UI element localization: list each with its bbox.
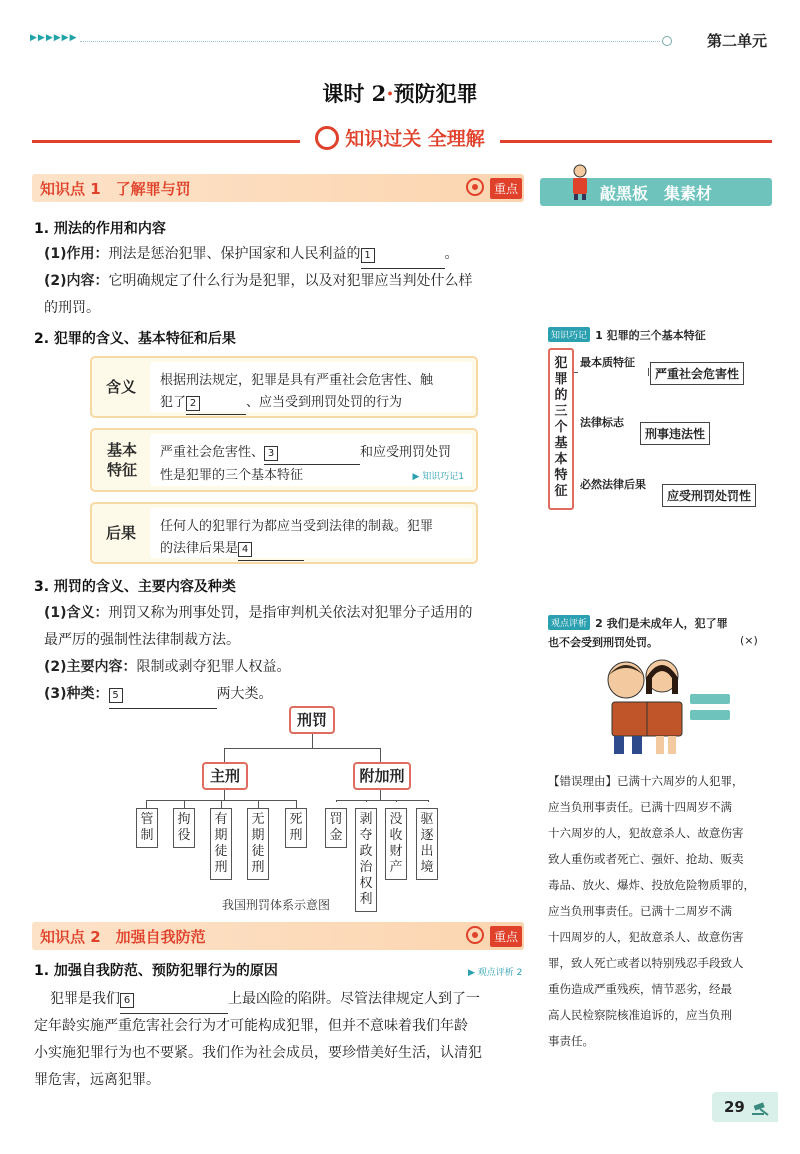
features-line-1 <box>160 442 464 465</box>
extra-penalty-3: 驱 逐 出 境 <box>416 808 438 880</box>
blank-num-3: 3 <box>264 446 278 461</box>
memory-tag: 知识巧记 <box>548 327 590 342</box>
feat-l1-b: 和应受刑罚处罚 <box>360 445 452 460</box>
tree-tick-6 <box>336 800 337 802</box>
def-l2-a: 犯了 <box>160 395 187 410</box>
target-icon <box>466 178 484 196</box>
extra-penalty-2: 没 收 财 产 <box>385 808 407 880</box>
s1-paragraph-4 <box>44 654 291 681</box>
consequence-line-1: 任何人的犯罪行为都应当受到法律的制裁。犯罪 <box>160 519 434 534</box>
feature-2-label: 法律标志 <box>580 416 624 429</box>
features-key: 基本特征 <box>106 441 137 479</box>
features-inner <box>150 434 472 486</box>
s2-line-3: 小实施犯罪行为也不要紧。我们作为社会成员，要珍惜美好生活，认清犯 <box>34 1045 482 1061</box>
tree-line-main <box>224 748 225 762</box>
cons-l2-a: 的法律后果是 <box>160 541 239 556</box>
section-banner <box>300 124 500 158</box>
memory-tip-title <box>548 324 706 343</box>
tree-tick-9 <box>428 800 429 802</box>
main-penalty-1: 拘 役 <box>173 808 195 848</box>
reason-line: 罪，致人死亡或者以特别残忍手段致人 <box>548 956 744 970</box>
extra-penalty-0: 罚 金 <box>325 808 347 848</box>
reason-line: 应当负刑事责任。已满十四周岁不满 <box>548 800 732 814</box>
s2-line-2: 定年龄实施严重危害社会行为才可能构成犯罪，但并不意味着我们年龄 <box>34 1018 468 1034</box>
reason-line: 毒品、放火、爆炸、投放危险物质罪的， <box>548 878 755 892</box>
students-reading-illustration <box>592 654 732 758</box>
blank-6[interactable] <box>120 986 228 1014</box>
vertical-label-box: 犯 罪 的 三 个 基 本 特 征 <box>548 348 574 510</box>
tree-tick-5 <box>296 800 297 808</box>
banner-line-left <box>32 140 300 143</box>
gavel-icon <box>752 1102 772 1116</box>
definition-box <box>90 356 478 418</box>
main-penalty-0: 管 制 <box>136 808 158 848</box>
main-penalty-4: 死 刑 <box>285 808 307 848</box>
blank-num-5: 5 <box>109 688 123 703</box>
tree-line-root <box>312 734 313 748</box>
side-header <box>540 178 772 206</box>
page-number: 29 <box>724 1098 745 1116</box>
blank-4[interactable] <box>238 538 304 561</box>
lesson-title <box>0 78 800 108</box>
features-tip[interactable]: ▶ 知识巧记1 <box>412 472 464 482</box>
header-circle <box>662 36 672 46</box>
blank-5[interactable] <box>109 681 217 709</box>
definition-key: 含义 <box>105 378 136 396</box>
definition-line-2 <box>160 392 464 415</box>
viewpoint-title-2: 也不会受到刑罚处罚。 <box>548 636 658 649</box>
s1-paragraph-2b: 的刑罚。 <box>44 300 100 316</box>
target-icon <box>466 926 484 944</box>
viewpoint-title-1: 2 我们是未成年人，犯了罪 <box>595 617 728 630</box>
header-arrows: ▶▶▶▶▶▶ <box>30 33 78 43</box>
kp2-badge: 重点 <box>490 926 522 947</box>
tree-tick-1 <box>146 800 147 808</box>
kp2-label: 知识点 2 加强自我防范 <box>40 928 206 946</box>
knowledge-point-1-header <box>32 174 524 202</box>
viewpoint-title <box>548 612 728 631</box>
s2-l1b: 上最凶险的陷阱。尽管法律规定人到了一 <box>228 991 480 1007</box>
extra-penalty-1: 剥 夺 政 治 权 利 <box>355 808 377 912</box>
consequence-box <box>90 502 478 564</box>
side-header-title: 敲黑板 集素材 <box>600 184 713 203</box>
reason-line: 致人重伤或者死亡、强奸、抢劫、贩卖 <box>548 852 744 866</box>
s1-heading-2: 2. 犯罪的含义、基本特征和后果 <box>34 331 236 347</box>
s1-heading-1: 1. 刑法的作用和内容 <box>34 221 166 237</box>
s2-line-4: 罪危害，远离犯罪。 <box>34 1072 160 1088</box>
blank-num-4: 4 <box>238 542 252 557</box>
tree-tick-2 <box>184 800 185 808</box>
feature-2-value: 刑事违法性 <box>640 422 710 445</box>
kp1-label: 知识点 1 了解罪与罚 <box>40 180 191 198</box>
reason-line: 高人民检察院核准追诉的，应当负刑 <box>548 1008 732 1022</box>
feature-1-value: 严重社会危害性 <box>650 362 744 385</box>
s1-paragraph-3 <box>44 600 524 627</box>
reason-line: 事责任。 <box>548 1034 594 1048</box>
def-l2-b: 、应当受到刑罚处罚的行为 <box>246 395 403 410</box>
reason-line: 十六周岁的人，犯故意杀人、故意伤害 <box>548 826 744 840</box>
s2-tip[interactable]: ▶ 观点评析 2 <box>468 968 523 978</box>
tree-line-extra-h <box>336 800 428 801</box>
definition-text <box>160 370 464 415</box>
tree-extra: 附加刑 <box>353 762 411 790</box>
consequence-key: 后果 <box>105 524 136 542</box>
p4-text: 限制或剥夺犯罪人权益。 <box>136 659 291 675</box>
header-rule <box>80 41 660 42</box>
s2-line-1 <box>50 986 526 1014</box>
reason-line: 重伤造成严重残疾，情节恶劣，经最 <box>548 982 732 996</box>
tree-tick-3 <box>221 800 222 808</box>
teacher-icon <box>568 164 592 200</box>
p5-end: 两大类。 <box>216 686 273 702</box>
p2-label: (2)内容： <box>44 273 109 289</box>
tree-line-main-down <box>224 790 225 800</box>
blank-3[interactable] <box>264 442 360 465</box>
blank-1[interactable] <box>361 241 445 269</box>
s1-paragraph-2 <box>44 268 524 295</box>
definition-inner <box>150 362 472 412</box>
knowledge-point-2-header <box>32 922 524 950</box>
banner-line-right <box>500 140 772 143</box>
feature-1-label: 最本质特征 <box>580 356 635 369</box>
p1-end: 。 <box>444 246 459 262</box>
tree-tick-8 <box>396 800 397 802</box>
feat-conn-1 <box>648 368 649 376</box>
spiral-icon <box>315 126 339 150</box>
blank-num-6: 6 <box>120 993 134 1008</box>
banner-text: 知识过关 全理解 <box>345 128 485 150</box>
consequence-inner <box>150 508 472 558</box>
s1-paragraph-1 <box>44 241 524 269</box>
blank-2[interactable] <box>186 392 246 415</box>
tree-line-extra <box>380 748 381 762</box>
p3-label: (1)含义： <box>44 605 109 621</box>
feat-line-1 <box>574 372 578 373</box>
lesson-dot: · <box>386 81 394 106</box>
p5-label: (3)种类： <box>44 686 109 702</box>
p3-text: 刑罚又称为刑事处罚，是指审判机关依法对犯罪分子适用的 <box>108 605 473 621</box>
s1-heading-3: 3. 刑罚的含义、主要内容及种类 <box>34 579 236 595</box>
consequence-text <box>160 516 464 561</box>
tree-caption: 我国刑罚体系示意图 <box>222 898 331 912</box>
feature-3-label: 必然法律后果 <box>580 478 646 491</box>
blank-num-1: 1 <box>361 248 375 263</box>
feature-3-value: 应受刑罚处罚性 <box>662 484 756 507</box>
viewpoint-mark: (×) <box>740 634 758 647</box>
tree-line-h1 <box>224 748 380 749</box>
tree-tick-4 <box>258 800 259 808</box>
p2-text: 它明确规定了什么行为是犯罪，以及对犯罪应当判处什么样 <box>108 273 473 289</box>
p1-label: (1)作用： <box>44 246 109 262</box>
reason-line: 十四周岁的人，犯故意杀人、故意伤害 <box>548 930 744 944</box>
tree-root: 刑罚 <box>289 706 335 734</box>
reason-line: 【错误理由】已满十六周岁的人犯罪， <box>548 774 744 788</box>
main-penalty-3: 无 期 徒 刑 <box>247 808 269 880</box>
s1-paragraph-3b: 最严厉的强制性法律制裁方法。 <box>44 632 240 648</box>
definition-line-1: 根据刑法规定，犯罪是具有严重社会危害性、触 <box>160 373 434 388</box>
consequence-line-2 <box>160 538 464 561</box>
tree-main: 主刑 <box>202 762 248 790</box>
features-box <box>90 428 478 492</box>
tree-tick-7 <box>366 800 367 802</box>
memory-title: 1 犯罪的三个基本特征 <box>595 329 706 342</box>
s1-paragraph-5 <box>44 681 273 709</box>
lesson-name: 预防犯罪 <box>393 81 478 106</box>
feat-l1-a: 严重社会危害性、 <box>160 445 265 460</box>
s2-heading-1: 1. 加强自我防范、预防犯罪行为的原因 <box>34 963 278 979</box>
unit-title: 第二单元 <box>707 32 768 50</box>
tree-line-extra-down <box>380 790 381 800</box>
main-penalty-2: 有 期 徒 刑 <box>210 808 232 880</box>
lesson-number: 课时 2 <box>322 81 387 106</box>
p4-label: (2)主要内容： <box>44 659 137 675</box>
viewpoint-tag: 观点评析 <box>548 615 590 630</box>
blank-num-2: 2 <box>186 396 200 411</box>
reason-line: 应当负刑事责任。已满十二周岁不满 <box>548 904 732 918</box>
features-line-2: 性是犯罪的三个基本特征 <box>160 468 304 483</box>
kp1-badge: 重点 <box>490 178 522 199</box>
p1-text: 刑法是惩治犯罪、保护国家和人民利益的 <box>108 246 361 262</box>
s2-l1a: 犯罪是我们 <box>50 991 120 1007</box>
